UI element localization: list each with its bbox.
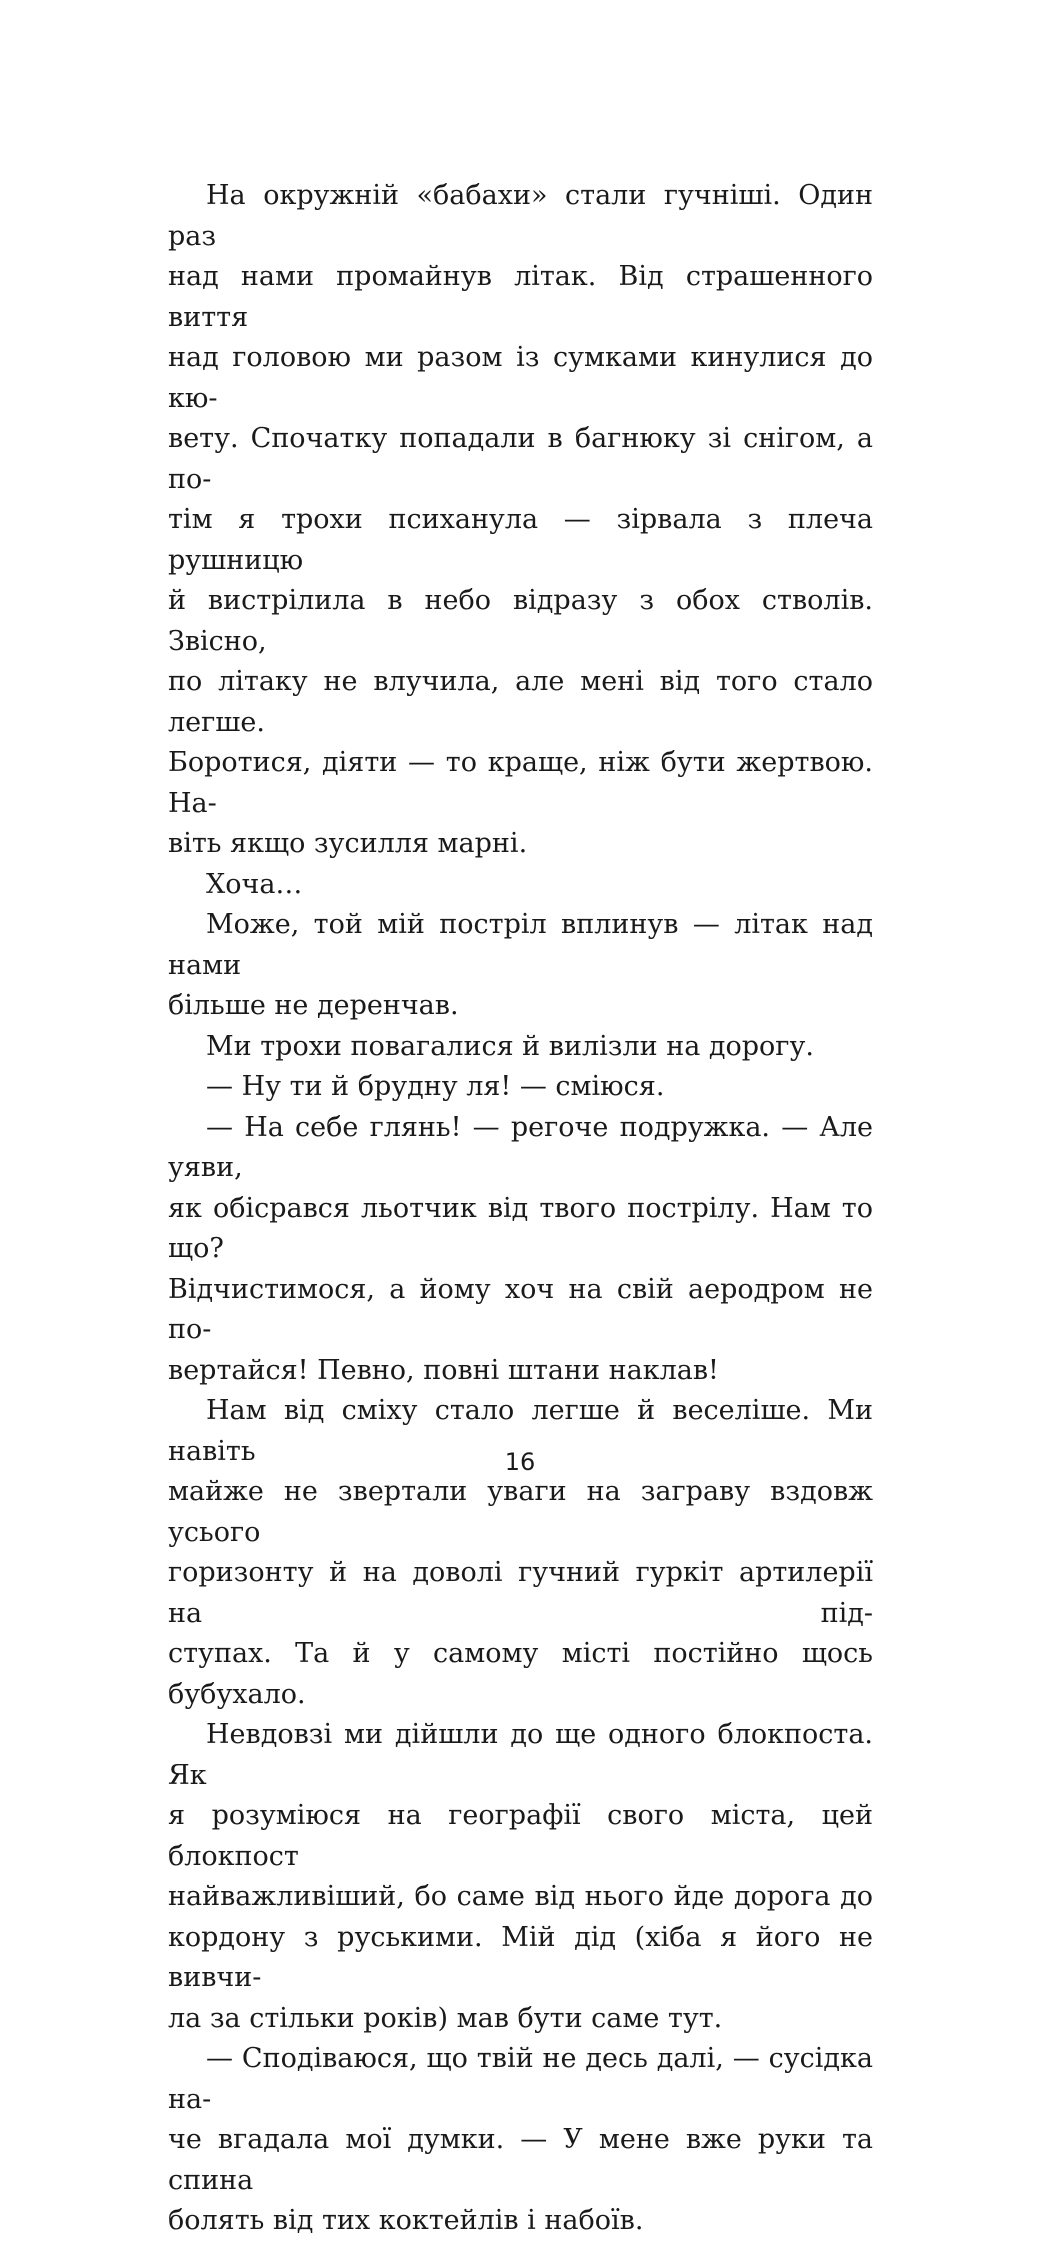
text-line: На окружній «бабахи» стали гучніші. Один раз bbox=[168, 180, 873, 252]
paragraph bbox=[168, 905, 873, 1027]
text-line: Боротися, діяти — то краще, ніж бути жертвою. На- bbox=[168, 747, 873, 819]
text-line: Нам від сміху стало легше й веселіше. Ми навіть bbox=[168, 1395, 873, 1467]
text-line: тім я трохи психанула — зірвала з плеча рушницю bbox=[168, 504, 873, 576]
text-line: по літаку не влучила, але мені від того стало легше. bbox=[168, 666, 873, 738]
text-line: Може, той мій постріл вплинув — літак над нами bbox=[168, 909, 873, 981]
text-line: че вгадала мої думки. — У мене вже руки та спина bbox=[168, 2124, 873, 2196]
paragraph bbox=[168, 1715, 873, 2039]
text-line: ла за стільки років) мав бути саме тут. bbox=[168, 2002, 723, 2034]
paragraph bbox=[168, 176, 873, 865]
paragraph bbox=[168, 1391, 873, 1715]
text-line: Ми трохи повагалися й вилізли на дорогу. bbox=[206, 1030, 814, 1062]
text-line: — На себе глянь! — регоче подружка. — Але уяви, bbox=[168, 1111, 873, 1183]
text-line: майже не звертали уваги на заграву вздовж усього bbox=[168, 1476, 873, 1548]
text-line: — Ну ти й брудну ля! — сміюся. bbox=[206, 1071, 665, 1102]
text-line: віть якщо зусилля марні. bbox=[168, 828, 528, 859]
text-line: Хоча… bbox=[206, 868, 303, 900]
text-line: болять від тих коктейлів і набоїв. bbox=[168, 2205, 644, 2236]
paragraph bbox=[168, 865, 873, 906]
text-line: більше не деренчав. bbox=[168, 990, 459, 1021]
text-line: Відчистимося, а йому хоч на свій аеродром не по- bbox=[168, 1273, 873, 1345]
text-line: вету. Спочатку попадали в багнюку зі снігом, а по- bbox=[168, 423, 873, 495]
text-line: й вистрілила в небо відразу з обох стволів. Звісно, bbox=[168, 585, 873, 657]
text-line: вертайся! Певно, повні штани наклав! bbox=[168, 1354, 719, 1386]
body-text bbox=[168, 176, 873, 2242]
paragraph bbox=[168, 1108, 873, 1392]
text-line: як обісрався льотчик від твого пострілу. Нам то що? bbox=[168, 1192, 873, 1264]
text-line: над нами промайнув літак. Від страшенного виття bbox=[168, 261, 873, 333]
paragraph bbox=[168, 1027, 873, 1068]
text-line: кордону з руськими. Мій дід (хіба я його не вивчи- bbox=[168, 1921, 873, 1993]
text-line: Невдовзі ми дійшли до ще одного блокпоста. Як bbox=[168, 1719, 873, 1791]
text-line: ступах. Та й у самому місті постійно щось бубухало. bbox=[168, 1638, 873, 1710]
text-line: — Сподіваюся, що твій не десь далі, — сусідка на- bbox=[168, 2043, 873, 2115]
text-line: найважливіший, бо саме від нього йде дорога до bbox=[168, 1881, 873, 1912]
page-number: 16 bbox=[504, 1448, 536, 1476]
text-line: над головою ми разом із сумками кинулися до кю- bbox=[168, 342, 873, 414]
paragraph bbox=[168, 2039, 873, 2242]
paragraph bbox=[168, 1067, 873, 1108]
text-line: горизонту й на доволі гучний гуркіт артилерії на під- bbox=[168, 1557, 873, 1629]
text-line: я розуміюся на географії свого міста, цей блокпост bbox=[168, 1800, 873, 1872]
